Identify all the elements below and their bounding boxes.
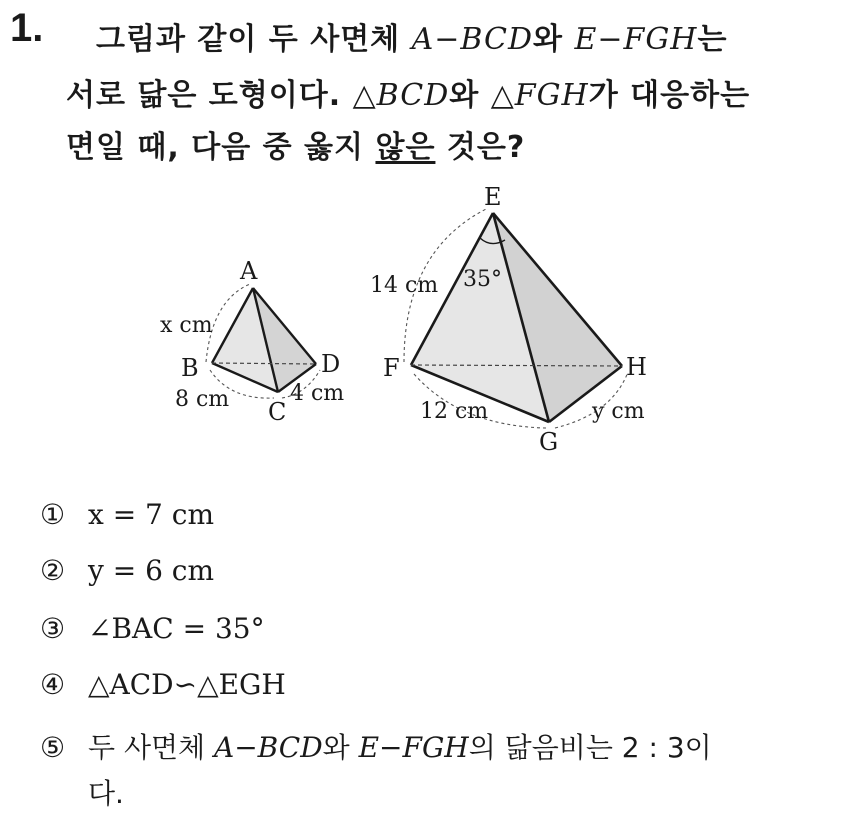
math-tetra-a: A−BCD [411, 22, 534, 57]
option-5[interactable] [40, 726, 712, 766]
large-tetrahedron [404, 208, 628, 428]
label-a: A [240, 257, 258, 285]
label-edge-fg: 12 cm [420, 399, 489, 424]
label-e: E [484, 183, 502, 211]
option-1[interactable] [40, 498, 214, 531]
math-triangle-bcd: △BCD [352, 78, 450, 113]
underlined-word: 않은 [375, 130, 436, 165]
option-number: ③ [40, 612, 66, 645]
question-text: 서로 닮은 도형이다. [66, 78, 353, 113]
label-edge-ab: x cm [160, 313, 213, 338]
question-text: 와 [449, 78, 491, 113]
label-f: F [383, 354, 400, 382]
label-g: G [539, 428, 559, 456]
question-text: 가 대응하는 [588, 78, 751, 113]
option-number: ① [40, 498, 66, 531]
option-text: y = 6 cm [88, 554, 215, 587]
option-text: 와 [322, 731, 359, 764]
question-text: 면일 때, 다음 중 옳지 [66, 130, 376, 165]
math-tetra-e: E−FGH [574, 22, 698, 57]
option-number: ⑤ [40, 731, 66, 764]
option-text: △ACD∽△EGH [88, 668, 286, 701]
option-number: ④ [40, 668, 66, 701]
question-text: 그림과 같이 두 사면체 [96, 22, 412, 57]
option-2[interactable] [40, 554, 214, 587]
label-edge-bc: 8 cm [175, 387, 230, 412]
question-text: 는 [697, 22, 728, 57]
question-number: 1. [10, 6, 44, 50]
math-tetra-a: A−BCD [214, 731, 323, 764]
label-angle-e: 35° [463, 267, 502, 292]
option-text: 두 사면체 [88, 731, 214, 764]
option-number: ② [40, 554, 66, 587]
option-5-continuation: 다. [88, 777, 124, 810]
option-4[interactable] [40, 668, 286, 701]
math-tetra-e: E−FGH [358, 731, 469, 764]
label-b: B [181, 354, 199, 382]
label-edge-ef: 14 cm [370, 273, 439, 298]
option-text: ∠BAC = 35° [88, 612, 265, 645]
label-c: C [268, 398, 287, 426]
math-triangle-fgh: △FGH [490, 78, 589, 113]
option-text: 의 닮음비는 2 : 3이 [468, 731, 712, 764]
label-d: D [321, 350, 341, 378]
option-3[interactable] [40, 612, 265, 645]
question-text: 와 [533, 22, 575, 57]
question-text: 것은? [435, 130, 526, 165]
option-text: x = 7 cm [88, 498, 214, 531]
label-h: H [626, 353, 647, 381]
label-edge-gh: y cm [592, 399, 645, 424]
label-edge-cd: 4 cm [290, 381, 345, 406]
